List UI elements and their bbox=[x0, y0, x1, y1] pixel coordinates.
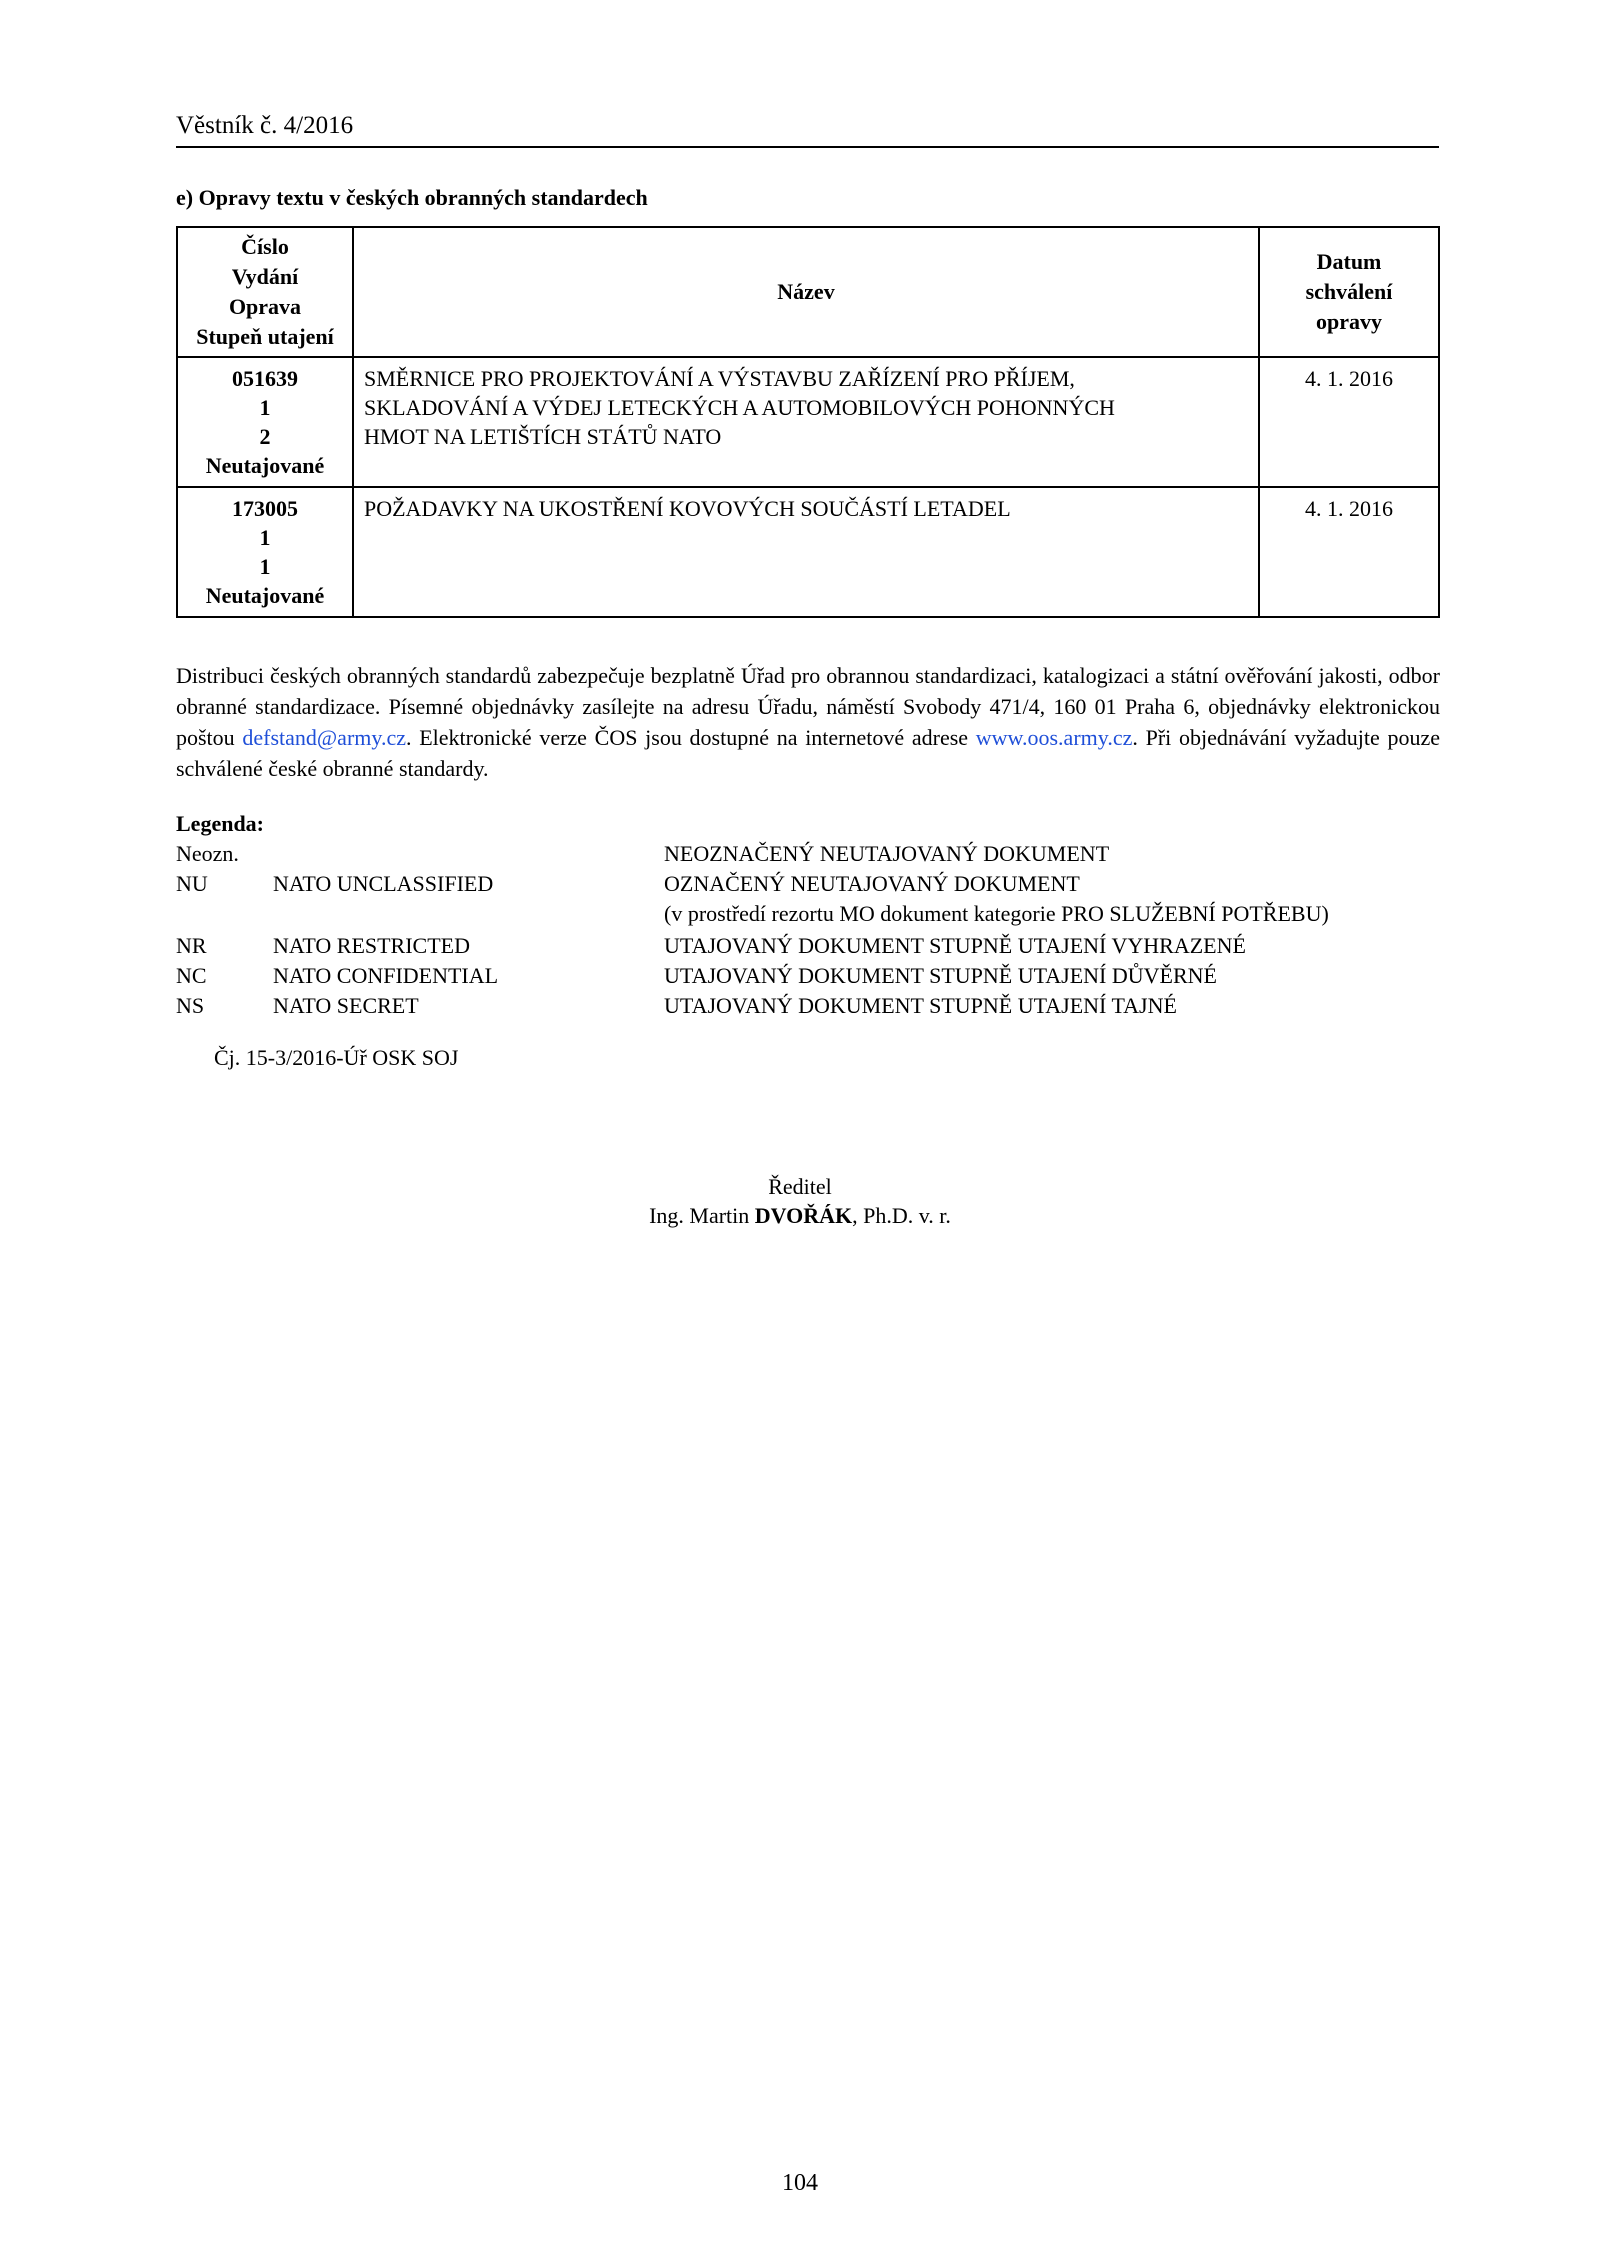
signatory-prefix: Ing. Martin bbox=[649, 1203, 755, 1228]
signature-block bbox=[0, 1172, 1600, 1230]
id-cell bbox=[177, 487, 353, 617]
standard-number: 173005 bbox=[232, 496, 298, 521]
legend bbox=[176, 808, 1440, 1021]
section-title: e) Opravy textu v českých obranných standardech bbox=[176, 185, 648, 210]
legend-desc: NEOZNAČENÝ NEUTAJOVANÝ DOKUMENT bbox=[664, 841, 1110, 866]
legend-heading: Legenda: bbox=[176, 811, 264, 836]
header-name-cell: Název bbox=[353, 227, 1259, 357]
distribution-text: . Elektronické verze ČOS jsou dostupné na internetové adrese bbox=[405, 725, 976, 750]
table-row bbox=[177, 487, 1439, 617]
table-row bbox=[177, 357, 1439, 487]
classification-level: Neutajované bbox=[205, 453, 325, 478]
reference-number: Čj. 15-3/2016-Úř OSK SOJ bbox=[214, 1045, 459, 1070]
header-date-line: Datum bbox=[1316, 249, 1382, 274]
header-date-line: schválení bbox=[1305, 279, 1393, 304]
legend-item bbox=[176, 839, 1440, 869]
edition-number: 1 bbox=[259, 525, 271, 550]
legend-desc: UTAJOVANÝ DOKUMENT STUPNĚ UTAJENÍ VYHRAZENÉ bbox=[664, 933, 1246, 958]
header-id-cell bbox=[177, 227, 353, 357]
distribution-text: . Při objednávání vyžadujte pouze schválené české obranné standardy. bbox=[176, 725, 1440, 781]
legend-item bbox=[176, 869, 1440, 899]
signatory-surname: DVOŘÁK bbox=[754, 1203, 853, 1228]
header-date-cell bbox=[1259, 227, 1439, 357]
standard-title-line: SKLADOVÁNÍ A VÝDEJ LETECKÝCH A AUTOMOBILOVÝCH POHONNÝCH bbox=[364, 395, 1115, 420]
classification-level: Neutajované bbox=[205, 583, 325, 608]
legend-item bbox=[176, 991, 1440, 1021]
legend-item bbox=[176, 931, 1440, 961]
legend-name: NATO SECRET bbox=[273, 993, 419, 1018]
legend-item bbox=[176, 899, 1440, 931]
distribution-text: Distribuci českých obranných standardů zabezpečuje bezplatně Úřad pro obrannou standardizaci, katalogizaci a státní ověřování jakosti, odbor obranné standardizace. Písemné objednávky zasílejte na adresu Úřadu, náměstí Svobody 471/4, 160 01 Praha 6, objednávky elektronickou poštou bbox=[176, 663, 1440, 750]
legend-abbr: NU bbox=[176, 871, 208, 896]
journal-title: Věstník č. 4/2016 bbox=[176, 112, 354, 139]
email-link[interactable]: defstand@army.cz bbox=[242, 725, 406, 750]
header-id-line: Číslo bbox=[241, 234, 289, 259]
legend-name: NATO CONFIDENTIAL bbox=[273, 963, 499, 988]
corrections-table bbox=[176, 226, 1440, 618]
table-header-row bbox=[177, 227, 1439, 357]
page-number: 104 bbox=[782, 2170, 818, 2196]
signatory-name bbox=[0, 1201, 1600, 1230]
legend-abbr: Neozn. bbox=[176, 841, 239, 866]
header-id-line: Vydání bbox=[231, 264, 299, 289]
legend-desc: (v prostředí rezortu MO dokument kategorie PRO SLUŽEBNÍ POTŘEBU) bbox=[664, 901, 1329, 926]
header-rule bbox=[176, 146, 1439, 148]
standard-title-cell bbox=[353, 357, 1259, 487]
header-id-line: Oprava bbox=[228, 294, 302, 319]
id-cell bbox=[177, 357, 353, 487]
legend-name: NATO UNCLASSIFIED bbox=[273, 871, 494, 896]
correction-number: 2 bbox=[259, 424, 271, 449]
legend-abbr: NS bbox=[176, 993, 205, 1018]
distribution-paragraph bbox=[176, 660, 1440, 784]
standard-title-line: POŽADAVKY NA UKOSTŘENÍ KOVOVÝCH SOUČÁSTÍ LETADEL bbox=[364, 496, 1011, 521]
standard-title-cell bbox=[353, 487, 1259, 617]
header-date-line: opravy bbox=[1316, 309, 1382, 334]
standard-title-line: SMĚRNICE PRO PROJEKTOVÁNÍ A VÝSTAVBU ZAŘÍZENÍ PRO PŘÍJEM, bbox=[364, 366, 1075, 391]
edition-number: 1 bbox=[259, 395, 271, 420]
legend-item bbox=[176, 961, 1440, 991]
correction-number: 1 bbox=[259, 554, 271, 579]
signatory-suffix: , Ph.D. v. r. bbox=[852, 1203, 951, 1228]
legend-name: NATO RESTRICTED bbox=[273, 933, 470, 958]
approval-date: 4. 1. 2016 bbox=[1259, 357, 1439, 487]
legend-abbr: NR bbox=[176, 933, 207, 958]
legend-desc: UTAJOVANÝ DOKUMENT STUPNĚ UTAJENÍ DŮVĚRNÉ bbox=[664, 963, 1217, 988]
legend-desc: UTAJOVANÝ DOKUMENT STUPNĚ UTAJENÍ TAJNÉ bbox=[664, 993, 1177, 1018]
legend-desc: OZNAČENÝ NEUTAJOVANÝ DOKUMENT bbox=[664, 871, 1080, 896]
legend-abbr: NC bbox=[176, 963, 207, 988]
standard-number: 051639 bbox=[232, 366, 298, 391]
signatory-role: Ředitel bbox=[768, 1174, 832, 1199]
standard-title-line: HMOT NA LETIŠTÍCH STÁTŮ NATO bbox=[364, 424, 722, 449]
website-link[interactable]: www.oos.army.cz bbox=[975, 725, 1133, 750]
approval-date: 4. 1. 2016 bbox=[1259, 487, 1439, 617]
header-id-line: Stupeň utajení bbox=[196, 324, 334, 349]
